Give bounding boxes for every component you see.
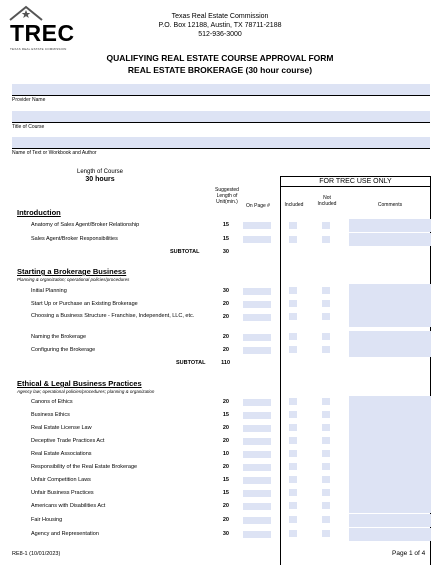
course-title-label: Title of Course (12, 124, 45, 130)
row-label: Choosing a Business Structure - Franchise, Independent, LLC, etc. (31, 313, 195, 319)
included-checkbox[interactable] (289, 398, 297, 405)
comments-input[interactable] (349, 331, 431, 344)
textbook-rule (12, 148, 430, 149)
included-checkbox[interactable] (289, 463, 297, 470)
course-length-label: Length of Course (76, 169, 124, 175)
suggested-length-heading: Suggested Length of Unit(min.) (215, 187, 239, 205)
row-hours: 15 (222, 490, 229, 496)
included-checkbox[interactable] (289, 300, 297, 307)
included-checkbox[interactable] (289, 502, 297, 509)
subtotal-label: SUBTOTAL (170, 249, 200, 255)
comments-input[interactable] (349, 284, 431, 297)
row-hours: 20 (222, 399, 229, 405)
provider-rule (12, 95, 430, 96)
on-page-heading: On Page # (246, 203, 270, 209)
comments-input[interactable] (349, 448, 431, 461)
not-included-checkbox[interactable] (322, 346, 330, 353)
not-included-checkbox[interactable] (322, 450, 330, 457)
on-page-input[interactable] (243, 451, 271, 458)
row-hours: 20 (222, 517, 229, 523)
not-included-checkbox[interactable] (322, 313, 330, 320)
on-page-input[interactable] (243, 464, 271, 471)
row-hours: 20 (222, 464, 229, 470)
row-label: Americans with Disabilities Act (31, 503, 106, 509)
trec-use-header: FOR TREC USE ONLY (281, 177, 430, 187)
row-hours: 20 (222, 314, 229, 320)
row-hours: 30 (222, 288, 229, 294)
included-checkbox[interactable] (289, 313, 297, 320)
included-checkbox[interactable] (289, 222, 297, 229)
not-included-checkbox[interactable] (322, 333, 330, 340)
row-label: Real Estate Associations (31, 451, 92, 457)
agency-name: Texas Real Estate Commission (171, 13, 269, 20)
section-subtitle: Planning & organization; operational policies/procedures (17, 277, 130, 282)
not-included-checkbox[interactable] (322, 411, 330, 418)
on-page-input[interactable] (243, 222, 271, 229)
row-label: Sales Agent/Broker Responsibilities (31, 236, 118, 242)
agency-address: P.O. Box 12188, Austin, TX 78711-2188 (158, 22, 282, 29)
not-included-heading: Not Included (317, 195, 337, 207)
row-label: Canons of Ethics (31, 399, 73, 405)
section-title: Introduction (17, 208, 61, 217)
row-hours: 15 (222, 222, 229, 228)
included-checkbox[interactable] (289, 424, 297, 431)
included-checkbox[interactable] (289, 437, 297, 444)
not-included-checkbox[interactable] (322, 287, 330, 294)
comments-input[interactable] (349, 474, 431, 487)
row-hours: 15 (222, 412, 229, 418)
included-checkbox[interactable] (289, 333, 297, 340)
comments-input[interactable] (349, 461, 431, 474)
row-hours: 15 (222, 236, 229, 242)
subtotal-value: 110 (221, 360, 230, 366)
included-checkbox[interactable] (289, 411, 297, 418)
not-included-checkbox[interactable] (322, 489, 330, 496)
subtotal-label: SUBTOTAL (176, 360, 206, 366)
comments-input[interactable] (349, 487, 431, 500)
row-hours: 15 (222, 477, 229, 483)
on-page-input[interactable] (243, 531, 271, 538)
logo-subtitle: TEXAS REAL ESTATE COMMISSION (10, 47, 67, 51)
comments-input[interactable] (349, 219, 431, 232)
not-included-checkbox[interactable] (322, 424, 330, 431)
not-included-checkbox[interactable] (322, 398, 330, 405)
included-checkbox[interactable] (289, 236, 297, 243)
included-checkbox[interactable] (289, 287, 297, 294)
row-label: Configuring the Brokerage (31, 347, 96, 353)
not-included-checkbox[interactable] (322, 236, 330, 243)
included-checkbox[interactable] (289, 346, 297, 353)
on-page-input[interactable] (243, 236, 271, 243)
page-number: Page 1 of 4 (392, 550, 426, 557)
form-id: RE8-1 (10/01/2023) (12, 551, 61, 557)
comments-input[interactable] (349, 514, 431, 527)
not-included-checkbox[interactable] (322, 530, 330, 537)
included-checkbox[interactable] (289, 530, 297, 537)
not-included-checkbox[interactable] (322, 502, 330, 509)
provider-name-label: Provider Name (12, 97, 46, 103)
included-checkbox[interactable] (289, 516, 297, 523)
course-rule (12, 122, 430, 123)
on-page-input[interactable] (243, 347, 271, 354)
not-included-checkbox[interactable] (322, 476, 330, 483)
row-hours: 20 (222, 347, 229, 353)
agency-phone: 512-936-3000 (198, 31, 242, 38)
textbook-label: Name of Text or Workbook and Author (12, 150, 97, 156)
row-hours: 20 (222, 438, 229, 444)
row-label: Agency and Representation (31, 531, 99, 537)
form-subtitle: REAL ESTATE BROKERAGE (30 hour course) (127, 65, 313, 75)
on-page-input[interactable] (243, 490, 271, 497)
included-checkbox[interactable] (289, 489, 297, 496)
textbook-field[interactable] (12, 137, 430, 148)
on-page-input[interactable] (243, 412, 271, 419)
on-page-input[interactable] (243, 399, 271, 406)
included-heading: Included (284, 202, 304, 208)
not-included-checkbox[interactable] (322, 516, 330, 523)
row-label: Deceptive Trade Practices Act (31, 438, 105, 444)
row-hours: 20 (222, 425, 229, 431)
comments-input[interactable] (349, 500, 431, 513)
row-hours: 20 (222, 334, 229, 340)
comments-input[interactable] (349, 409, 431, 422)
not-included-checkbox[interactable] (322, 463, 330, 470)
section-title: Ethical & Legal Business Practices (17, 379, 142, 388)
on-page-input[interactable] (243, 301, 271, 308)
provider-name-field[interactable] (12, 84, 430, 95)
comments-input[interactable] (349, 422, 431, 435)
on-page-input[interactable] (243, 425, 271, 432)
course-length-value: 30 hours (85, 176, 115, 183)
comments-input[interactable] (349, 396, 431, 409)
on-page-input[interactable] (243, 477, 271, 484)
form-title: QUALIFYING REAL ESTATE COURSE APPROVAL FORM (106, 53, 334, 63)
row-hours: 30 (222, 531, 229, 537)
comments-heading: Comments (377, 202, 403, 208)
included-checkbox[interactable] (289, 450, 297, 457)
section-subtitle: Agency law; operational policies/procedures; planning & organization (17, 389, 155, 394)
included-checkbox[interactable] (289, 476, 297, 483)
not-included-checkbox[interactable] (322, 437, 330, 444)
comments-input[interactable] (349, 310, 431, 327)
row-label: Business Ethics (31, 412, 70, 418)
row-label: Naming the Brokerage (31, 334, 87, 340)
row-label: Initial Planning (31, 288, 67, 294)
row-label: Responsibility of the Real Estate Brokerage (31, 464, 138, 470)
on-page-input[interactable] (243, 288, 271, 295)
section-title: Starting a Brokerage Business (17, 267, 127, 276)
not-included-checkbox[interactable] (322, 222, 330, 229)
comments-input[interactable] (349, 435, 431, 448)
comments-input[interactable] (349, 233, 431, 246)
row-label: Unfair Competition Laws (31, 477, 91, 483)
subtotal-value: 30 (222, 249, 229, 255)
row-label: Real Estate License Law (31, 425, 92, 431)
course-title-field[interactable] (12, 111, 430, 122)
row-hours: 10 (222, 451, 229, 457)
on-page-input[interactable] (243, 314, 271, 321)
row-label: Unfair Business Practices (31, 490, 94, 496)
row-hours: 20 (222, 503, 229, 509)
logo-text: TREC (10, 20, 75, 46)
comments-input[interactable] (349, 344, 431, 357)
row-label: Anatomy of Sales Agent/Broker Relationship (31, 222, 140, 228)
on-page-input[interactable] (243, 438, 271, 445)
comments-input[interactable] (349, 528, 431, 541)
on-page-input[interactable] (243, 503, 271, 510)
comments-input[interactable] (349, 297, 431, 310)
on-page-input[interactable] (243, 334, 271, 341)
not-included-checkbox[interactable] (322, 300, 330, 307)
row-label: Fair Housing (31, 517, 63, 523)
on-page-input[interactable] (243, 517, 271, 524)
row-hours: 20 (222, 301, 229, 307)
row-label: Start Up or Purchase an Existing Brokerage (31, 301, 138, 307)
